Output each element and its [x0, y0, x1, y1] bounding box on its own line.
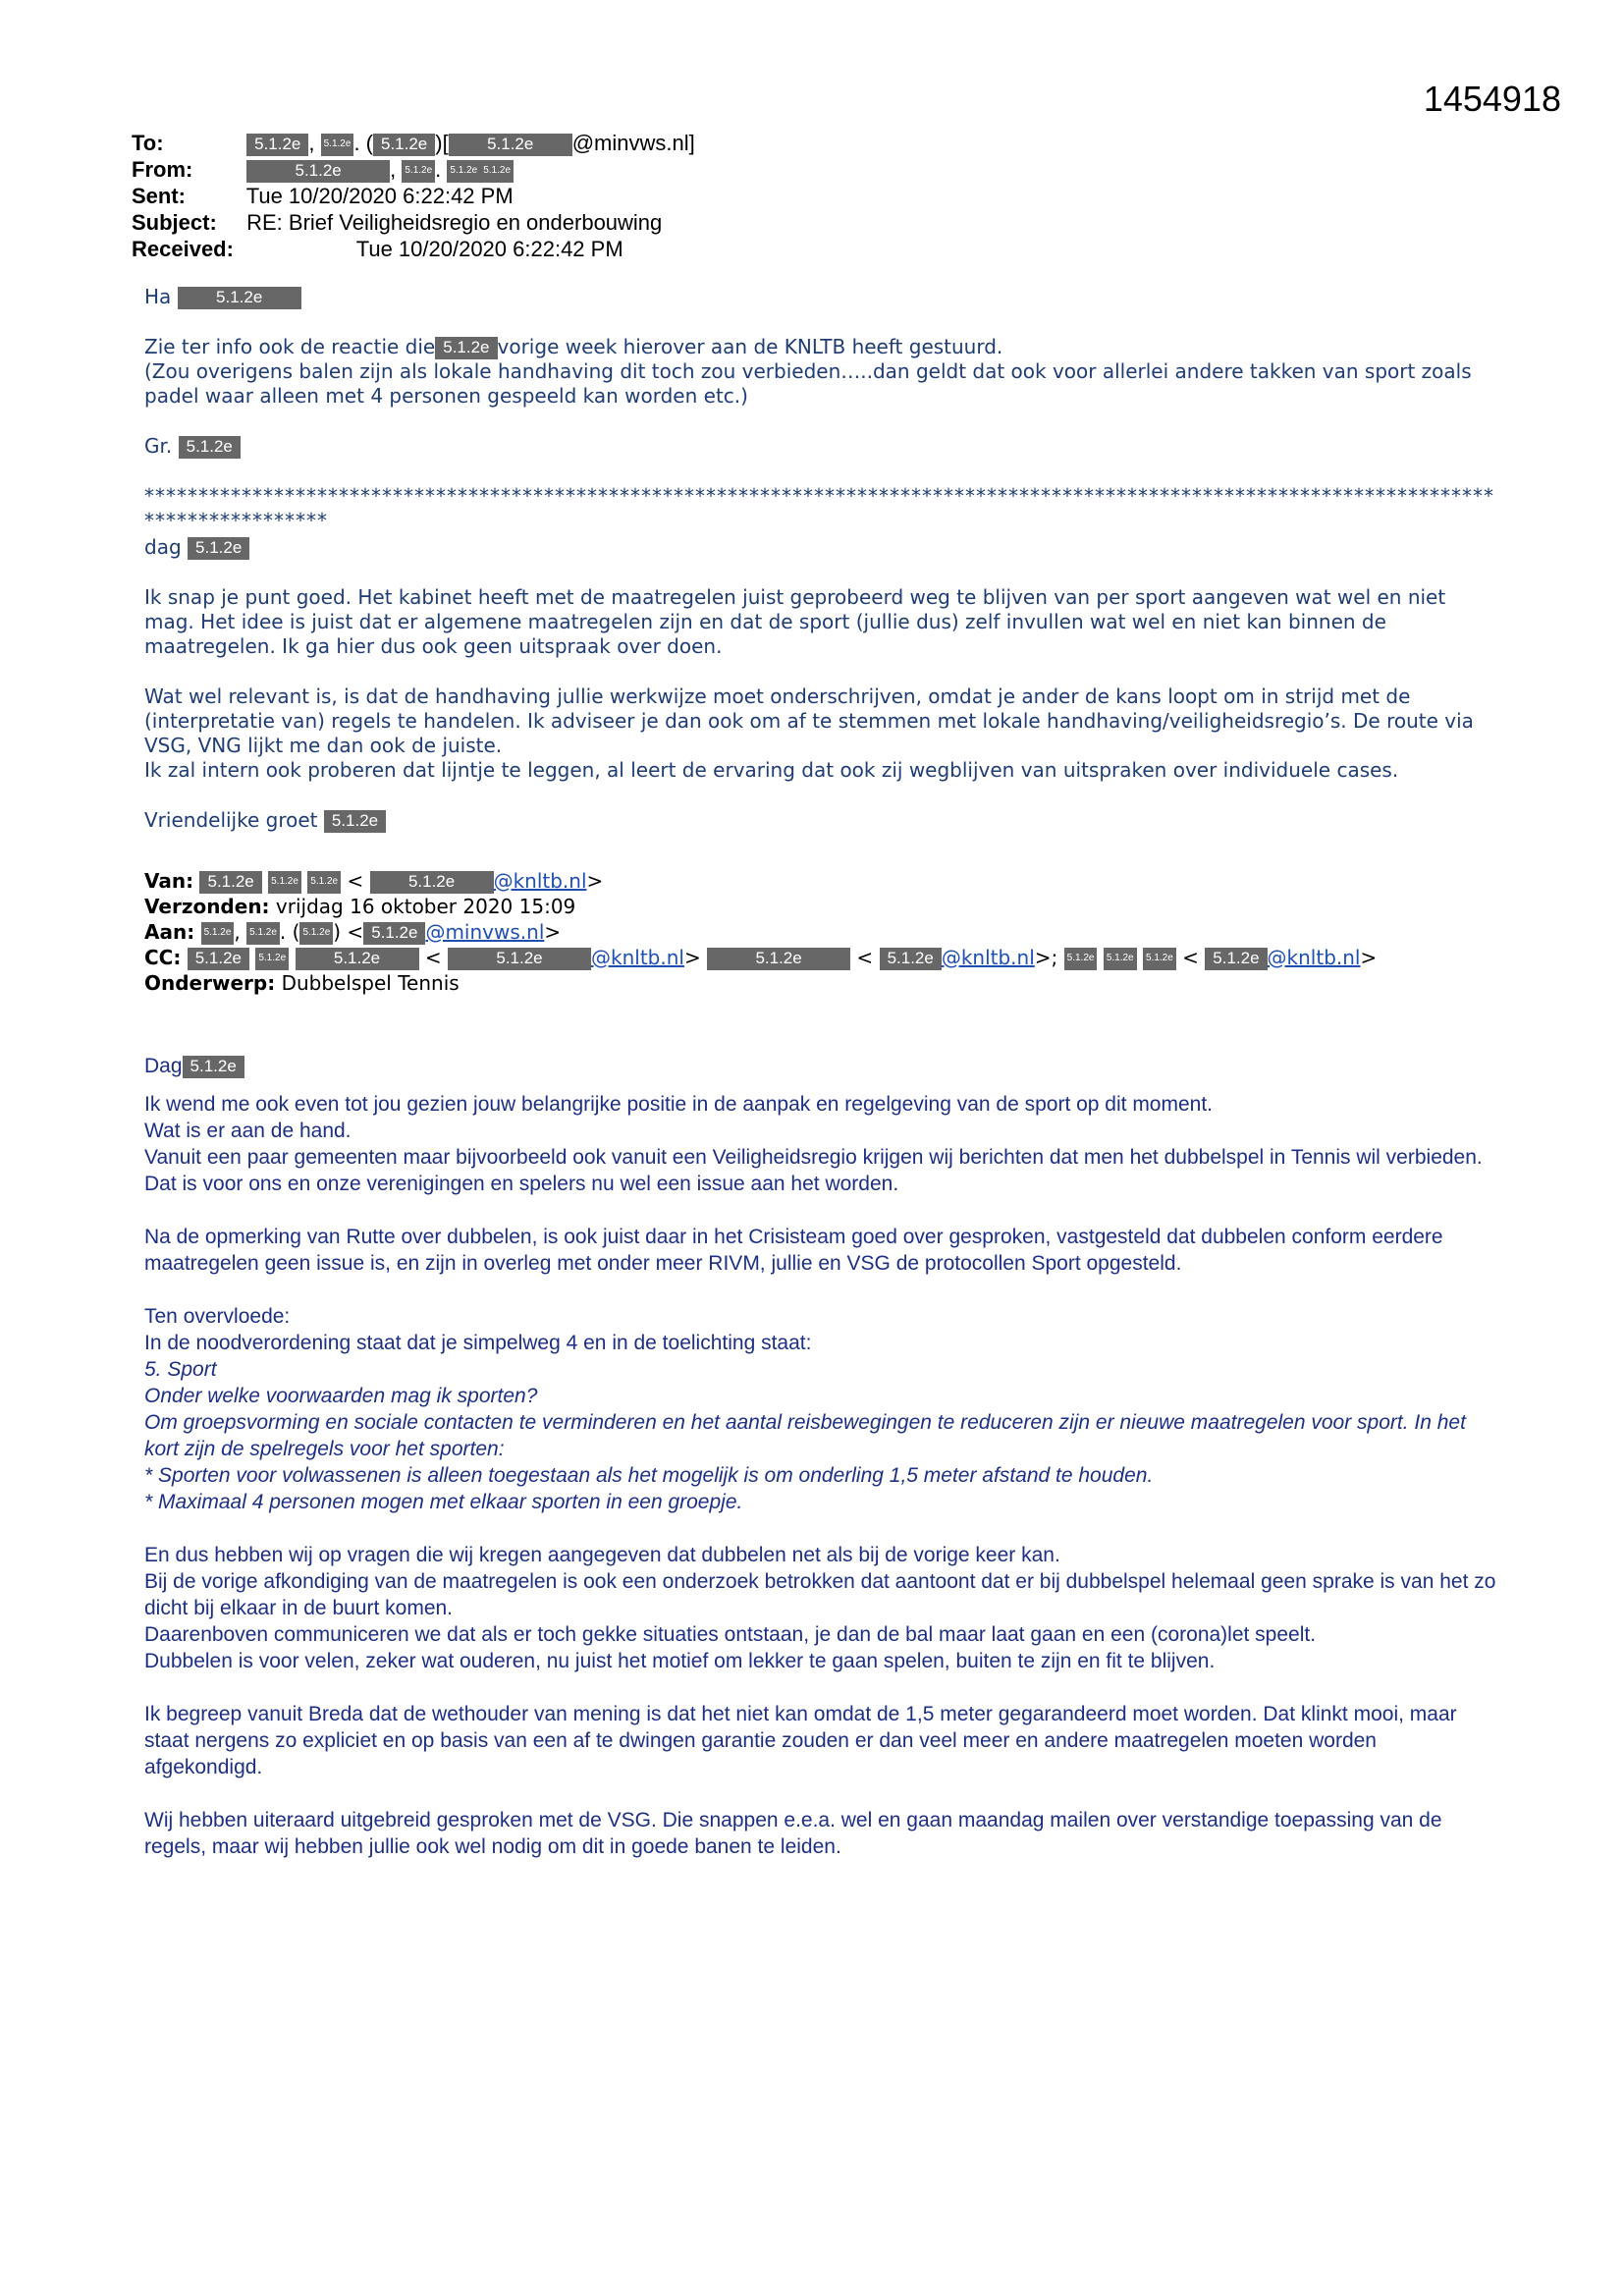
redaction: 5.1.2e: [1104, 948, 1137, 970]
to-email-suffix: @minvws.nl]: [571, 131, 695, 155]
redaction: 5.1.2e: [246, 922, 280, 945]
reply-greeting: [144, 285, 1499, 309]
redaction: 5.1.2e: [448, 948, 591, 970]
paragraph-line: Wat is er aan de hand.: [144, 1120, 352, 1142]
redaction: 5.1.2e: [880, 948, 942, 970]
knltb-email-link[interactable]: @knltb.nl: [941, 946, 1035, 969]
paragraph-line: 5. Sport: [144, 1358, 217, 1381]
van-label: Van:: [144, 869, 194, 893]
redaction: 5.1.2e: [449, 134, 572, 156]
redaction: 5.1.2e: [307, 871, 341, 894]
document-number: 1454918: [1423, 79, 1561, 119]
aan-label: Aan:: [144, 920, 195, 944]
redaction: 5.1.2e: [707, 948, 850, 970]
paragraph-line: In de noodverordening staat dat je simpelweg 4 en in de toelichting staat:: [144, 1332, 812, 1354]
paragraph-line: Onder welke voorwaarden mag ik sporten?: [144, 1385, 538, 1407]
original-paragraph-3: [144, 1303, 1499, 1515]
subject-label: Subject:: [132, 210, 217, 235]
aan-row: Aan: 5.1.2e , 5.1.2e . ( 5.1.2e ) < 5.1.2e @minvws.nl>: [144, 920, 562, 944]
subject-row: [132, 209, 695, 236]
paragraph-line: Vanuit een paar gemeenten maar bijvoorbeeld ook vanuit een Veiligheidsregio krijgen wij berichten dat men het dubbelspel in Tennis wil verbieden.: [144, 1146, 1483, 1169]
redaction: 5.1.2e: [246, 160, 390, 183]
redaction: 5.1.2e: [199, 871, 261, 894]
redaction: 5.1.2e: [324, 810, 386, 833]
redaction: 5.1.2e: [268, 871, 301, 894]
redaction: 5.1.2e: [402, 160, 435, 183]
greeting-text: dag: [144, 535, 182, 559]
paragraph-line: Ten overvloede:: [144, 1305, 291, 1328]
verzonden-value: vrijdag 16 oktober 2020 15:09: [275, 895, 576, 918]
sent-row: [132, 183, 695, 209]
received-label: Received:: [132, 237, 234, 261]
cc-row: CC: 5.1.2e 5.1.2e 5.1.2e < 5.1.2e @knltb.nl> 5.1.2e < 5.1.2e @knltb.nl>; 5.1.2e 5.1.2e 5.1.2e < 5.1.2e @knltb.nl>: [144, 946, 1378, 969]
knltb-email-link[interactable]: @knltb.nl: [591, 946, 684, 969]
paragraph-line: Ik wend me ook even tot jou gezien jouw belangrijke positie in de aanpak en regelgeving van de sport op dit moment.: [144, 1093, 1214, 1116]
received-value: Tue 10/20/2020 6:22:42 PM: [355, 237, 623, 261]
reply-paragraph-1: [144, 335, 1499, 359]
redaction: 5.1.2e: [299, 922, 333, 945]
redaction: 5.1.2e: [480, 160, 514, 183]
redaction: 5.1.2e: [188, 537, 249, 560]
paragraph-line: * Maximaal 4 personen mogen met elkaar sporten in een groepje.: [144, 1491, 743, 1513]
sent-label: Sent:: [132, 184, 186, 208]
reply-signoff: [144, 434, 1499, 459]
redaction: 5.1.2e: [435, 337, 497, 359]
knltb-email-link[interactable]: @knltb.nl: [1267, 946, 1361, 969]
redaction: 5.1.2e: [447, 160, 480, 183]
redaction: 5.1.2e: [201, 922, 235, 945]
subject-value: RE: Brief Veiligheidsregio en onderbouwing: [246, 210, 663, 235]
original-paragraph-4: [144, 1542, 1499, 1674]
onderwerp-value: Dubbelspel Tennis: [281, 971, 460, 995]
email-header: [132, 130, 695, 262]
paragraph-line: En dus hebben wij op vragen die wij kregen aangegeven dat dubbelen net als bij de vorige keer kan.: [144, 1544, 1060, 1566]
quoted-closing: [144, 808, 1499, 833]
original-paragraph-6: Wij hebben uiteraard uitgebreid gesproken met de VSG. Die snappen e.e.a. wel en gaan maandag mailen over verstandige toepassing van de regels, maar wij hebben jullie ook wel nodig om dit in goede banen te leiden.: [144, 1809, 1442, 1858]
verzonden-label: Verzonden:: [144, 895, 270, 918]
redaction: 5.1.2e: [183, 1056, 244, 1078]
redaction: 5.1.2e: [1064, 948, 1098, 970]
redaction: 5.1.2e: [1143, 948, 1176, 970]
quoted-paragraph-2: Wat wel relevant is, is dat de handhaving jullie werkwijze moet onderschrijven, omdat je ander de kans loopt om in strijd met de (interpretatie van) regels te handelen. Ik adviseer je dan ook om af te stemmen met lokale handhaving/veiligheidsregio’s. De route via VSG, VNG lijkt me dan ook de juiste.: [144, 684, 1474, 757]
onderwerp-label: Onderwerp:: [144, 971, 276, 995]
redaction: 5.1.2e: [373, 134, 435, 156]
reply-paragraph-1b: (Zou overigens balen zijn als lokale handhaving dit toch zou verbieden…..dan geldt dat ook voor allerlei andere takken van sport zoals padel waar alleen met 4 personen gespeeld kan worden etc.): [144, 359, 1472, 408]
verzonden-row: [144, 894, 1499, 919]
original-message: [144, 1053, 1499, 1886]
redaction: 5.1.2e: [296, 948, 419, 970]
paragraph-line: Dat is voor ons en onze verenigingen en spelers nu wel een issue aan het worden.: [144, 1173, 899, 1195]
closing-text: Vriendelijke groet: [144, 808, 318, 832]
paragraph-line: Om groepsvorming en sociale contacten te verminderen en het aantal reisbewegingen te reduceren zijn er nieuwe maatregelen voor sport. In het kort zijn de spelregels voor het sporten:: [144, 1411, 1466, 1460]
sent-value: Tue 10/20/2020 6:22:42 PM: [245, 184, 514, 208]
cc-label: CC:: [144, 946, 182, 969]
original-paragraph-2: Na de opmerking van Rutte over dubbelen, is ook juist daar in het Crisisteam goed over gesproken, vastgesteld dat dubbelen conform eerdere maatregelen geen issue is, en zijn in overleg met onder meer RIVM, jullie en VSG de protocollen Sport opgesteld.: [144, 1226, 1443, 1275]
redaction: 5.1.2e: [188, 948, 249, 970]
redaction: 5.1.2e: [255, 948, 289, 970]
redaction: 5.1.2e: [178, 287, 301, 309]
redaction: 5.1.2e: [246, 134, 308, 156]
to-label: To:: [132, 131, 164, 155]
quoted-greeting: [144, 535, 1499, 560]
redaction: 5.1.2e: [321, 134, 354, 156]
greeting-text: Dag: [144, 1055, 183, 1077]
separator-line: **********************************************************************************************************************************************: [144, 484, 1494, 532]
paragraph-line: Dubbelen is voor velen, zeker wat ouderen, nu juist het motief om lekker te gaan spelen, buiten te zijn en fit te blijven.: [144, 1650, 1216, 1672]
original-paragraph-5: Ik begreep vanuit Breda dat de wethouder van mening is dat het niet kan omdat de 1,5 meter gegarandeerd moet worden. Dat klinkt mooi, maar staat nergens zo expliciet en op basis van een af te dwingen garantie zouden er dan veel meer en andere maatregelen moeten worden afgekondigd.: [144, 1703, 1457, 1778]
redaction: 5.1.2e: [1205, 948, 1267, 970]
signoff-text: Gr.: [144, 434, 173, 458]
paragraph-line: Bij de vorige afkondiging van de maatregelen is ook een onderzoek betrokken dat aantoont dat er bij dubbelspel helemaal geen sprake is van het zo dicht bij elkaar in de buurt komen.: [144, 1570, 1496, 1619]
reply-body: [144, 285, 1499, 858]
knltb-email-link[interactable]: @knltb.nl: [493, 869, 587, 893]
original-paragraph-1: [144, 1091, 1499, 1197]
from-row: From: 5.1.2e , 5.1.2e . 5.1.2e 5.1.2e: [132, 156, 695, 183]
redaction: 5.1.2e: [370, 871, 494, 894]
paragraph-line: * Sporten voor volwassenen is alleen toegestaan als het mogelijk is om onderling 1,5 meter afstand te houden.: [144, 1464, 1154, 1487]
redaction: 5.1.2e: [179, 436, 241, 459]
quoted-paragraph-3: Ik zal intern ook proberen dat lijntje te leggen, al leert de ervaring dat ook zij wegblijven van uitspraken over individuele cases.: [144, 758, 1399, 782]
to-row: To: 5.1.2e , 5.1.2e . ( 5.1.2e )[ 5.1.2e @minvws.nl]: [132, 131, 695, 155]
paragraph-text: vorige week hierover aan de KNLTB heeft gestuurd.: [497, 335, 1003, 358]
redaction: 5.1.2e: [363, 922, 425, 945]
quoted-paragraph-1: Ik snap je punt goed. Het kabinet heeft met de maatregelen juist geprobeerd weg te blijven van per sport aangeven wat wel en niet mag. Het idee is juist dat er algemene maatregelen zijn en dat de sport (jullie dus) zelf invullen wat wel en niet kan binnen de maatregelen. Ik ga hier dus ook geen uitspraak over doen.: [144, 585, 1446, 658]
paragraph-text: Zie ter info ook de reactie die: [144, 335, 436, 358]
from-label: From:: [132, 157, 193, 182]
minvws-email-link[interactable]: @minvws.nl: [425, 920, 545, 944]
received-row: [132, 236, 695, 262]
paragraph-line: Daarenboven communiceren we dat als er toch gekke situaties ontstaan, je dan de bal maar laat gaan en een (corona)let speelt.: [144, 1623, 1317, 1646]
greeting-text: Ha: [144, 285, 172, 308]
original-greeting: [144, 1053, 1499, 1079]
forwarded-header: [144, 868, 1499, 996]
onderwerp-row: [144, 970, 1499, 996]
van-row: Van: 5.1.2e 5.1.2e 5.1.2e < 5.1.2e @knltb.nl>: [144, 869, 604, 893]
